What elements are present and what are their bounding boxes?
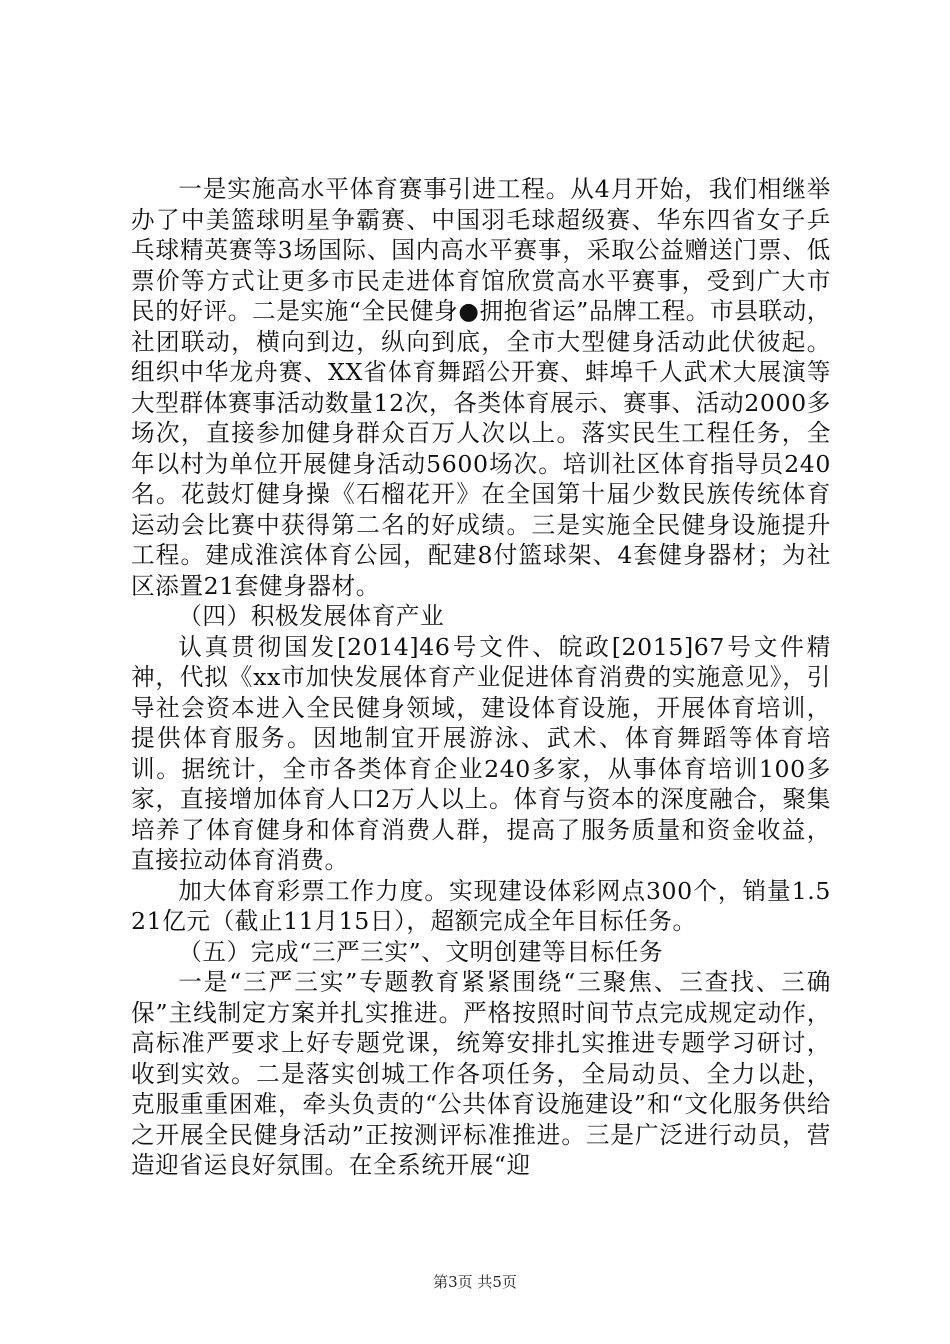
paragraph-targets: 一是“三严三实”专题教育紧紧围绕“三聚焦、三查找、三确保”主线制定方案并扎实推进。严格按照时间节点完成规定动作，高标准严要求上好专题党课，统筹安排扎实推进专题学习研讨，收到实效。二是落实创城工作各项任务，全局动员、全力以赴，克服重重困难，牵头负责的“公共体育设施建设”和“文化服务供给之开展全民健身活动”正按测评标准推进。三是广泛进行动员，营造迎省运良好氛围。在全系统开展“迎: [131, 968, 831, 1179]
page-number-footer: 第3页 共5页: [433, 1273, 517, 1291]
paragraph-sports-events: 一是实施高水平体育赛事引进工程。从4月开始，我们相继举办了中美篮球明星争霸赛、中国羽毛球超级赛、华东四省女子乒乓球精英赛等3场国际、国内高水平赛事，采取公益赠送门票、低票价等方式让更多市民走进体育馆欣赏高水平赛事，受到广大市民的好评。二是实施“全民健身●拥抱省运”品牌工程。市县联动，社团联动，横向到边，纵向到底，全市大型健身活动此伏彼起。组织中华龙舟赛、XX省体育舞蹈公开赛、蚌埠千人武术大展演等大型群体赛事活动数量12次，各类体育展示、赛事、活动2000多场次，直接参加健身群众百万人次以上。落实民生工程任务，全年以村为单位开展健身活动5600场次。培训社区体育指导员240名。花鼓灯健身操《石榴花开》在全国第十届少数民族传统体育运动会比赛中获得第二名的好成绩。三是实施全民健身设施提升工程。建成淮滨体育公园，配建8付篮球架、4套健身器材；为社区添置21套健身器材。: [131, 175, 831, 600]
section-heading-sports-industry: （四）积极发展体育产业: [178, 602, 445, 630]
paragraph-sports-lottery: 加大体育彩票工作力度。实现建设体彩网点300个，销量1.521亿元（截止11月15日），超额完成全年目标任务。: [131, 876, 831, 935]
paragraph-sports-industry: 认真贯彻国发[2014]46号文件、皖政[2015]67号文件精神，代拟《xx市加快发展体育产业促进体育消费的实施意见》，引导社会资本进入全民健身领域，建设体育设施，开展体育培训，提供体育服务。因地制宜开展游泳、武术、体育舞蹈等体育培训。据统计，全市各类体育企业240多家，从事体育培训100多家，直接增加体育人口2万人以上。体育与资本的深度融合，聚集培养了体育健身和体育消费人群，提高了服务质量和资金收益，直接拉动体育消费。: [131, 632, 831, 874]
document-body: [131, 174, 831, 1181]
section-heading-targets: （五）完成“三严三实”、文明创建等目标任务: [178, 937, 664, 966]
